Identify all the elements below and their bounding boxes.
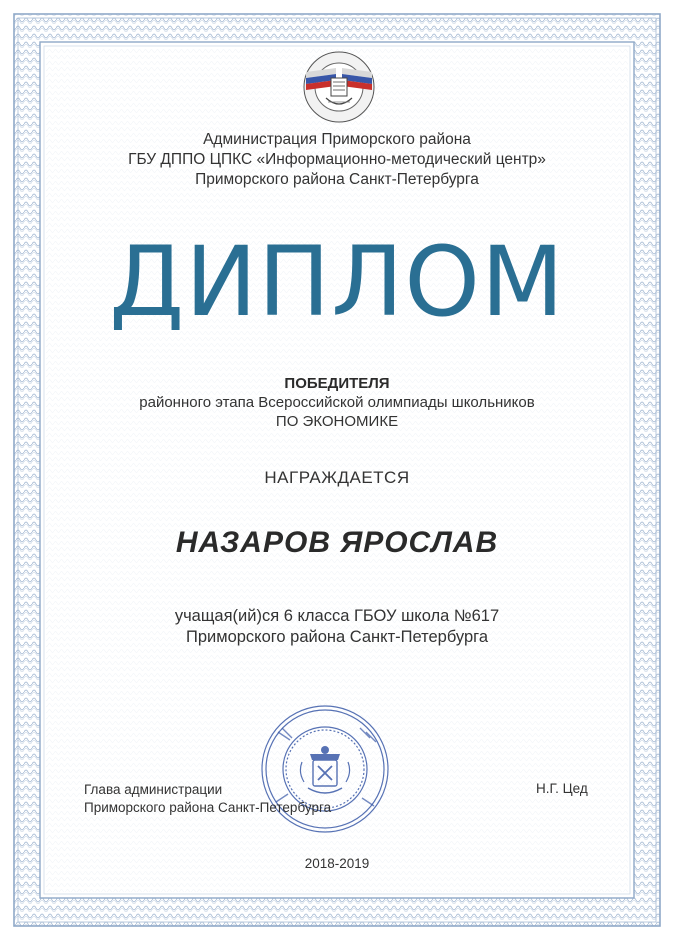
- signatory-position-line-1: Глава администрации: [84, 782, 223, 797]
- issuer-line-2: ГБУ ДППО ЦПКС «Информационно-методический центр»: [128, 151, 546, 168]
- student-district: Приморского района Санкт-Петербурга: [185, 628, 489, 646]
- winner-name: НАЗАРОВ ЯРОСЛАВ: [175, 526, 499, 559]
- issuer-line-1: Администрация Приморского района: [203, 131, 471, 148]
- diploma-title: ДИПЛОМ: [109, 226, 565, 338]
- signatory-position-line-2: Приморского района Санкт-Петербурга: [84, 800, 332, 815]
- awarded-label: НАГРАЖДАЕТСЯ: [264, 468, 410, 487]
- signatory-name: Н.Г. Цед: [536, 781, 588, 796]
- award-subject: ПО ЭКОНОМИКЕ: [275, 413, 399, 430]
- issuer-line-3: Приморского района Санкт-Петербурга: [195, 171, 479, 188]
- academic-years: 2018-2019: [304, 856, 370, 871]
- award-subtitle: ПОБЕДИТЕЛЯ: [284, 375, 390, 392]
- student-school: учащая(ий)ся 6 класса ГБОУ школа №617: [174, 607, 500, 625]
- olympiad-emblem-icon: [302, 50, 376, 124]
- award-description: районного этапа Всероссийской олимпиады школьников: [139, 394, 535, 411]
